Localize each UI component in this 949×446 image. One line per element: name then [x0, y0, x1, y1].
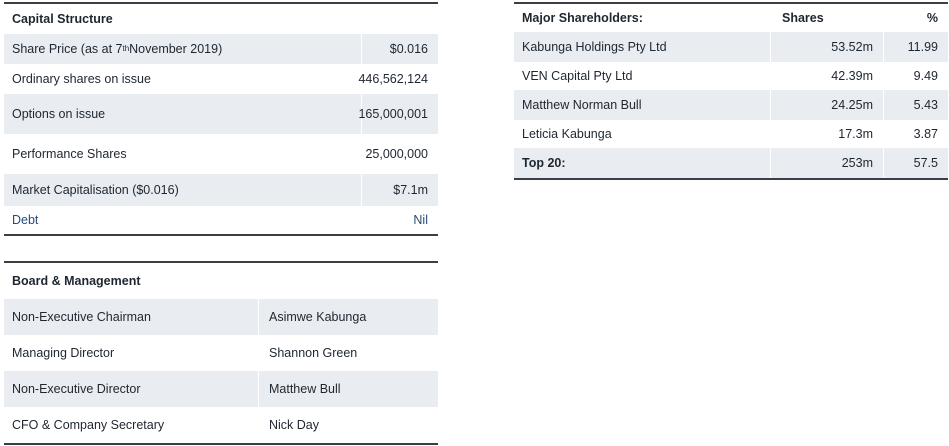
column-divider: [883, 148, 884, 178]
table-header: [4, 263, 438, 299]
bottom-rule: [514, 178, 948, 180]
column-divider: [770, 90, 771, 120]
bottom-rule: [4, 234, 438, 236]
row-label: Ordinary shares on issue: [12, 72, 151, 86]
total-label: Top 20:: [522, 156, 566, 170]
shares-column-header: Shares: [782, 11, 824, 25]
column-divider: [770, 32, 771, 62]
row-value: 25,000,000: [365, 147, 428, 161]
shareholder-shares: 42.39m: [831, 69, 873, 83]
table-row: [514, 62, 948, 90]
row-label: Debt: [12, 213, 39, 227]
row-label: Share Price (as at 7 th November 2019): [12, 42, 223, 56]
row-value: $7.1m: [393, 183, 428, 197]
table-title: Capital Structure: [12, 12, 113, 26]
row-value: $0.016: [389, 42, 428, 56]
total-percent: 57.5: [913, 156, 938, 170]
shareholder-shares: 17.3m: [838, 127, 873, 141]
row-value: 446,562,124: [358, 72, 428, 86]
column-divider: [258, 371, 259, 407]
row-value: Nil: [413, 213, 428, 227]
table-row: [4, 335, 438, 371]
column-divider: [258, 299, 259, 335]
person-name: Shannon Green: [269, 346, 358, 360]
role-label: Non-Executive Chairman: [12, 310, 151, 324]
table-row: [4, 299, 438, 335]
total-row: [514, 148, 948, 178]
row-value: 165,000,001: [358, 107, 428, 121]
table-row: [4, 134, 438, 174]
shareholder-name: Matthew Norman Bull: [522, 98, 642, 112]
table-row: [4, 206, 438, 234]
row-label: Performance Shares: [12, 147, 127, 161]
person-name: Matthew Bull: [269, 382, 341, 396]
shareholder-percent: 11.99: [907, 40, 938, 54]
row-label: Market Capitalisation ($0.016): [12, 183, 179, 197]
column-divider: [361, 34, 362, 64]
table-row: [4, 64, 438, 94]
shareholder-name: VEN Capital Pty Ltd: [522, 69, 633, 83]
shareholder-percent: 3.87: [913, 127, 938, 141]
shareholder-name: Leticia Kabunga: [522, 127, 612, 141]
role-label: Managing Director: [12, 346, 115, 360]
table-title: Board & Management: [12, 274, 141, 288]
table-row: [4, 174, 438, 206]
column-divider: [883, 90, 884, 120]
bottom-rule: [4, 443, 438, 445]
shareholder-name: Kabunga Holdings Pty Ltd: [522, 40, 667, 54]
board-management-table: [4, 261, 438, 446]
table-header: [514, 4, 948, 32]
table-header: [4, 4, 438, 34]
table-row: [4, 94, 438, 134]
table-row: [4, 407, 438, 443]
column-divider: [883, 32, 884, 62]
table-row: [514, 32, 948, 62]
table-row: [514, 120, 948, 148]
table-row: [4, 34, 438, 64]
major-shareholders-table: [514, 0, 948, 182]
person-name: Asimwe Kabunga: [269, 310, 367, 324]
shareholder-percent: 9.49: [913, 69, 938, 83]
total-shares: 253m: [841, 156, 873, 170]
shareholder-shares: 53.52m: [831, 40, 873, 54]
capital-structure-table: [4, 0, 438, 240]
role-label: CFO & Company Secretary: [12, 418, 165, 432]
column-divider: [770, 148, 771, 178]
person-name: Nick Day: [269, 418, 320, 432]
column-divider: [361, 174, 362, 206]
table-row: [4, 371, 438, 407]
row-label: Options on issue: [12, 107, 106, 121]
table-row: [514, 90, 948, 120]
shareholder-shares: 24.25m: [831, 98, 873, 112]
table-title: Major Shareholders:: [522, 11, 643, 25]
shareholder-percent: 5.43: [913, 98, 938, 112]
role-label: Non-Executive Director: [12, 382, 141, 396]
percent-column-header: %: [926, 11, 938, 25]
